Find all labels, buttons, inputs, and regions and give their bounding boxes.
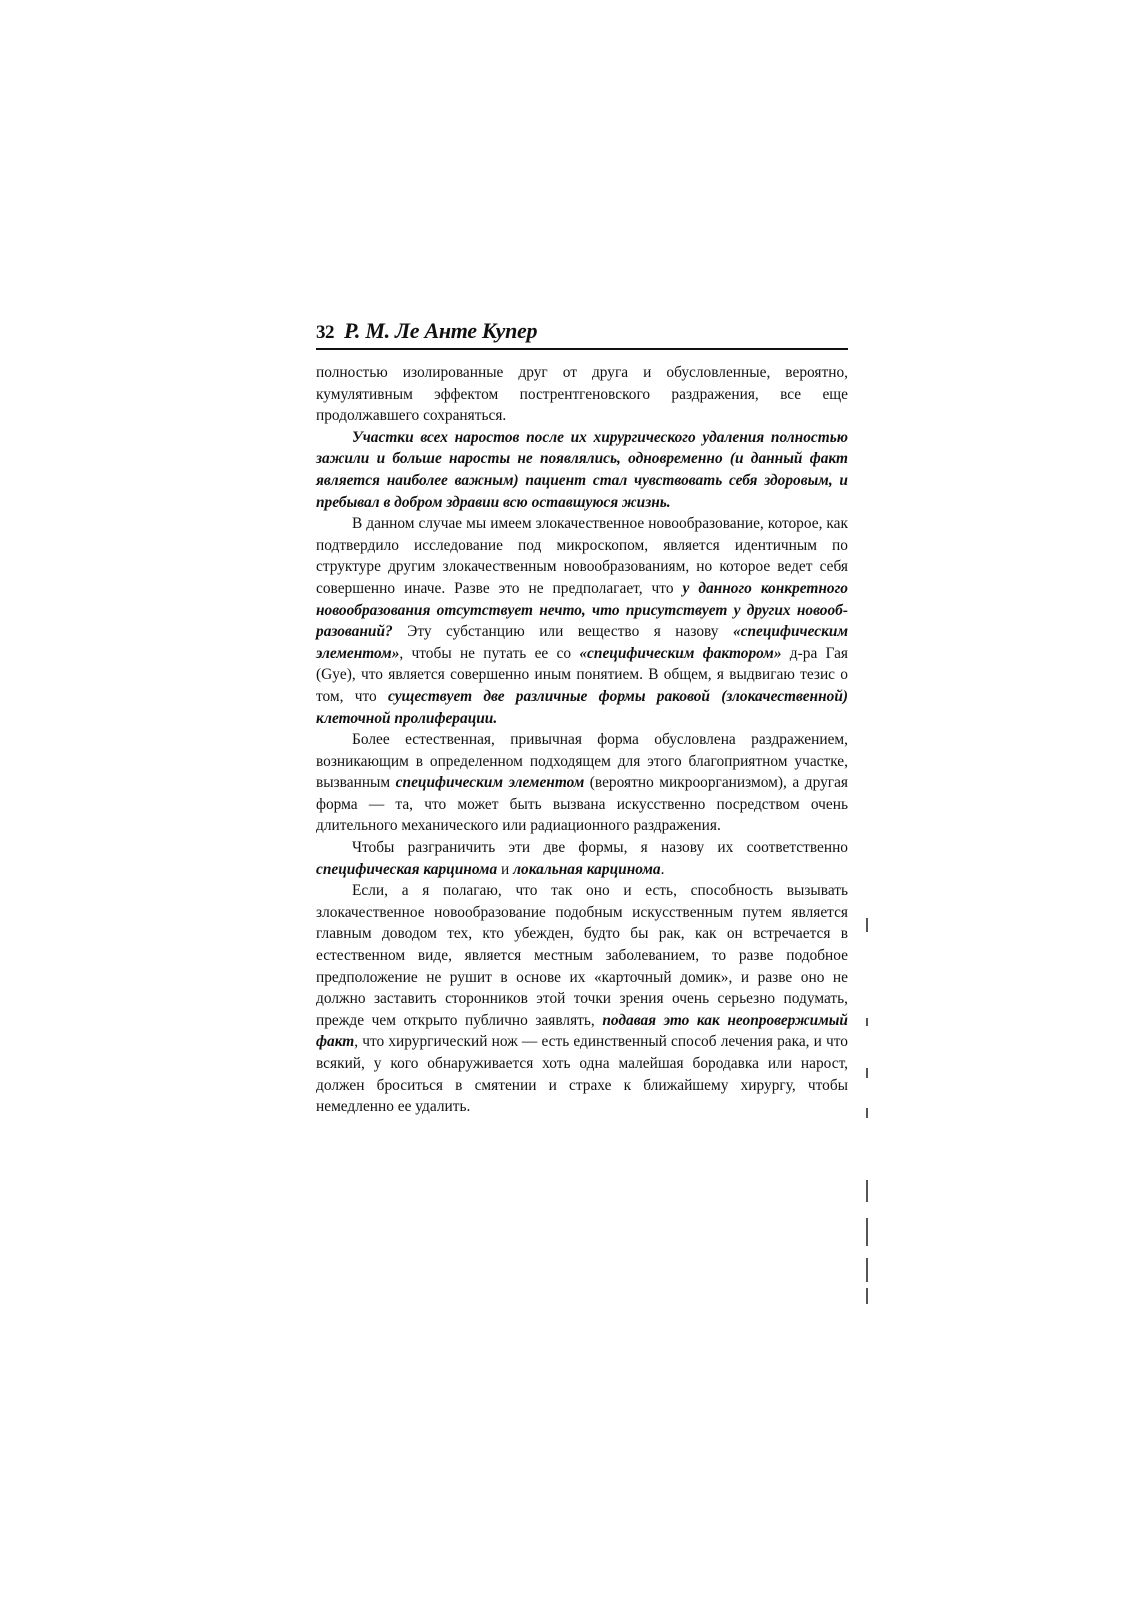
paragraph (316, 513, 848, 729)
paragraph (316, 427, 848, 513)
emphasized-text: Участки всех наростов после их хирургического удаления полностью зажили и больше наросты не появлялись, одновременно (и данный факт является наиболее важным) пациент стал чувствовать себя здоровым, и пребывал в добром здравии всю оставшуюся жизнь. (316, 428, 848, 511)
emphasized-text: специфическим элементом (395, 774, 585, 792)
text-run: , что хирургический нож — есть единственный способ лечения рака, и что всякий, у кого обнаруживается хоть одна малейшая бородавка или нарост, должен броситься в смятении и страхе к ближайшему хирургу, чтобы немедленно ее удалить. (316, 1033, 848, 1116)
emphasized-text: «специфическим элементом» (316, 623, 848, 662)
paragraph (316, 837, 848, 880)
text-run: Если, а я полагаю, что так оно и есть, способность вызывать злокачественное новообразование подобным искусственным путем является главным доводом тех, кто убежден, будто бы рак, как он встречается в естественном виде, является местным заболеванием, то разве подобное предположение не рушит в основе их «карточный домик», и разве оно не должно заставить сторонников этой точки зрения очень серьезно подумать, прежде чем открыто публично заявлять, (316, 882, 848, 1029)
text-run: . (660, 860, 665, 878)
scan-margin-marks (866, 918, 870, 1318)
text-run: Чтобы разграничить эти две формы, я назову их соответственно (352, 839, 848, 857)
page-number: 32 (316, 322, 334, 343)
text-run: Более естественная, привычная форма обусловлена раздражением, возникающим в определенном подходящем для этого благоприятном участке, вызванным (316, 731, 848, 792)
emphasized-text: подавая это как неопровержимый факт (316, 1011, 848, 1051)
emphasized-text: у данного конкретного новообразования отсутствует нечто, что присутствует у других новообразований? (316, 579, 848, 641)
emphasized-text: локальная карцинома (513, 860, 661, 878)
text-run: В данном случае мы имеем злокачественное новообразование, которое, как подтвердило исследование под микроскопом, является идентичным по структуре другим злокачественным новообразованиям, но которое ведет себя совершенно иначе. Разве это не предполагает, что (316, 515, 848, 597)
emphasized-text: существует две различные формы раковой (злокачественной) клеточной пролиферации. (316, 687, 849, 727)
paragraph (316, 729, 848, 837)
text-run: и (497, 860, 514, 878)
book-page (316, 318, 848, 1118)
emphasized-text: специфическая карцинома (316, 860, 498, 878)
paragraph (316, 362, 848, 427)
body-text (316, 362, 848, 1118)
text-run: д-ра Гая (Gye), что является совершенно иным понятием. В общем, я выдвигаю тезис о том, что (316, 644, 848, 705)
emphasized-text: «специфическим фактором» (579, 644, 782, 662)
text-run: (вероятно микроорганизмом), а другая форма — та, что может быть вызвана искусственно посредством очень длительного механического или радиационного раздражения. (316, 774, 849, 835)
text-run: Эту субстанцию или вещество я назову (392, 623, 733, 641)
running-title: Р. М. Ле Анте Купер (344, 318, 538, 343)
text-run: полностью изолированные друг от друга и обусловленные, вероятно, кумулятивным эффектом пострентгеновского раздражения, все еще продолжавшего сохраняться. (316, 364, 848, 425)
paragraph (316, 880, 848, 1118)
running-header (316, 318, 848, 350)
text-run: , чтобы не путать ее со (399, 644, 580, 662)
